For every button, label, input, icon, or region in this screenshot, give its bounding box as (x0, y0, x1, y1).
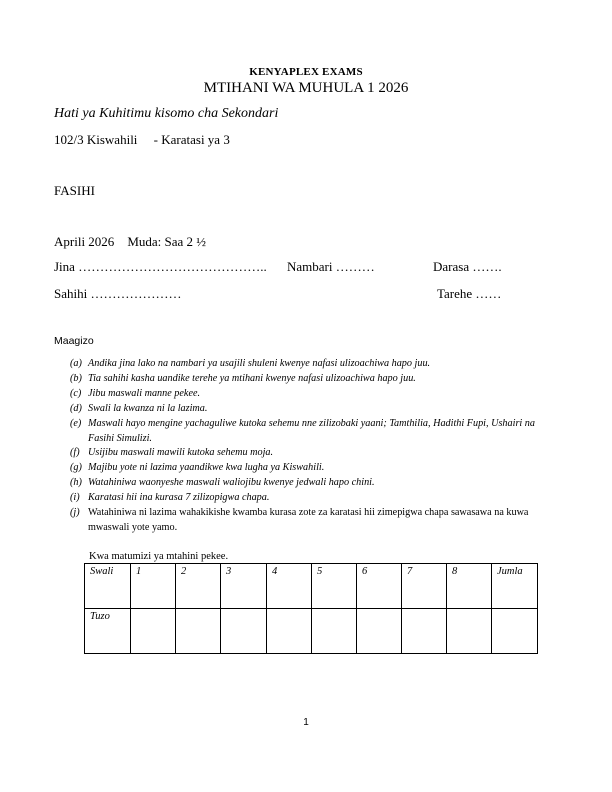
instruction-item (70, 417, 540, 446)
instruction-text: Swali la kwanza ni la lazima. (88, 403, 208, 414)
exam-duration: Muda: Saa 2 ½ (127, 234, 207, 249)
instruction-item (70, 461, 540, 476)
page-number: 1 (303, 717, 309, 728)
score-cell[interactable] (447, 609, 492, 654)
score-cell[interactable] (492, 609, 538, 654)
column-header: 5 (312, 564, 357, 609)
instruction-item (70, 446, 540, 461)
column-header: 4 (267, 564, 312, 609)
instruction-text: Maswali hayo mengine yachaguliwe kutoka sehemu nne zilizobaki yaani; Tamthilia, Hadithi Fupi, Ushairi na Fasihi Simulizi. (88, 418, 535, 444)
instruction-label: (f) (70, 447, 80, 458)
instruction-label: (a) (70, 358, 82, 369)
exam-date: Aprili 2026 (54, 234, 115, 249)
instruction-label: (d) (70, 403, 82, 414)
instructions-heading: Maagizo (54, 335, 94, 347)
instruction-text: Andika jina lako na nambari ya usajili shuleni kwenye nafasi ulizoachiwa hapo juu. (88, 358, 431, 369)
exam-org: KENYAPLEX EXAMS (249, 66, 363, 78)
column-header: 3 (221, 564, 267, 609)
instruction-item (70, 357, 540, 372)
instruction-item (70, 387, 540, 402)
instruction-item (70, 506, 540, 535)
name-field[interactable]: Jina …………………………………….. (54, 259, 270, 274)
row-label-swali: Swali (85, 564, 131, 609)
instruction-item (70, 372, 540, 387)
score-cell[interactable] (312, 609, 357, 654)
instruction-label: (c) (70, 388, 82, 399)
instruction-text: Watahiniwa waonyeshe maswali waliojibu kwenye jedwali hapo chini. (88, 477, 375, 488)
instruction-label: (i) (70, 492, 80, 503)
column-header: 8 (447, 564, 492, 609)
instruction-text: Usijibu maswali mawili kutoka sehemu moja. (88, 447, 274, 458)
row-label-tuzo: Tuzo (85, 609, 131, 654)
instruction-label: (j) (70, 507, 80, 518)
exam-title: MTIHANI WA MUHULA 1 2026 (203, 80, 409, 96)
instruction-label: (e) (70, 418, 82, 429)
score-cell[interactable] (402, 609, 447, 654)
paper-name: - Karatasi ya 3 (153, 132, 230, 147)
section-title: FASIHI (54, 183, 95, 198)
instruction-text: Majibu yote ni lazima yaandikwe kwa lugha ya Kiswahili. (88, 462, 325, 473)
score-cell[interactable] (267, 609, 312, 654)
instruction-item (70, 491, 540, 506)
instruction-text: Tia sahihi kasha uandike terehe ya mtihani kwenye nafasi ulizoachiwa hapo juu. (88, 373, 416, 384)
date-line (54, 234, 206, 250)
instruction-label: (g) (70, 462, 82, 473)
instruction-label: (h) (70, 477, 82, 488)
instruction-text: Watahiniwa ni lazima wahakikishe kwamba kurasa zote za karatasi hii zimepigwa chapa sawasawa na kuwa mwaswali yote yamo. (88, 507, 529, 533)
number-field[interactable]: Nambari ……… (287, 259, 375, 274)
column-header: 1 (131, 564, 176, 609)
column-header: 6 (357, 564, 402, 609)
instruction-text: Jibu maswali manne pekee. (88, 388, 201, 399)
signature-field[interactable]: Sahihi ………………… (54, 286, 182, 301)
instruction-text: Karatasi hii ina kurasa 7 zilizopigwa chapa. (88, 492, 270, 503)
score-table (84, 563, 538, 654)
instruction-item (70, 402, 540, 417)
score-cell[interactable] (176, 609, 221, 654)
score-cell[interactable] (221, 609, 267, 654)
column-header: 2 (176, 564, 221, 609)
instruction-item (70, 476, 540, 491)
instruction-label: (b) (70, 373, 82, 384)
column-header: Jumla (492, 564, 538, 609)
paper-code-line (54, 132, 230, 148)
exam-subtitle: Hati ya Kuhitimu kisomo cha Sekondari (54, 106, 279, 121)
table-row (85, 564, 538, 609)
date-field[interactable]: Tarehe …… (437, 286, 502, 301)
paper-code: 102/3 Kiswahili (54, 132, 138, 147)
class-field[interactable]: Darasa ……. (433, 259, 502, 274)
column-header: 7 (402, 564, 447, 609)
score-cell[interactable] (357, 609, 402, 654)
score-cell[interactable] (131, 609, 176, 654)
table-row (85, 609, 538, 654)
table-caption: Kwa matumizi ya mtahini pekee. (89, 551, 229, 562)
